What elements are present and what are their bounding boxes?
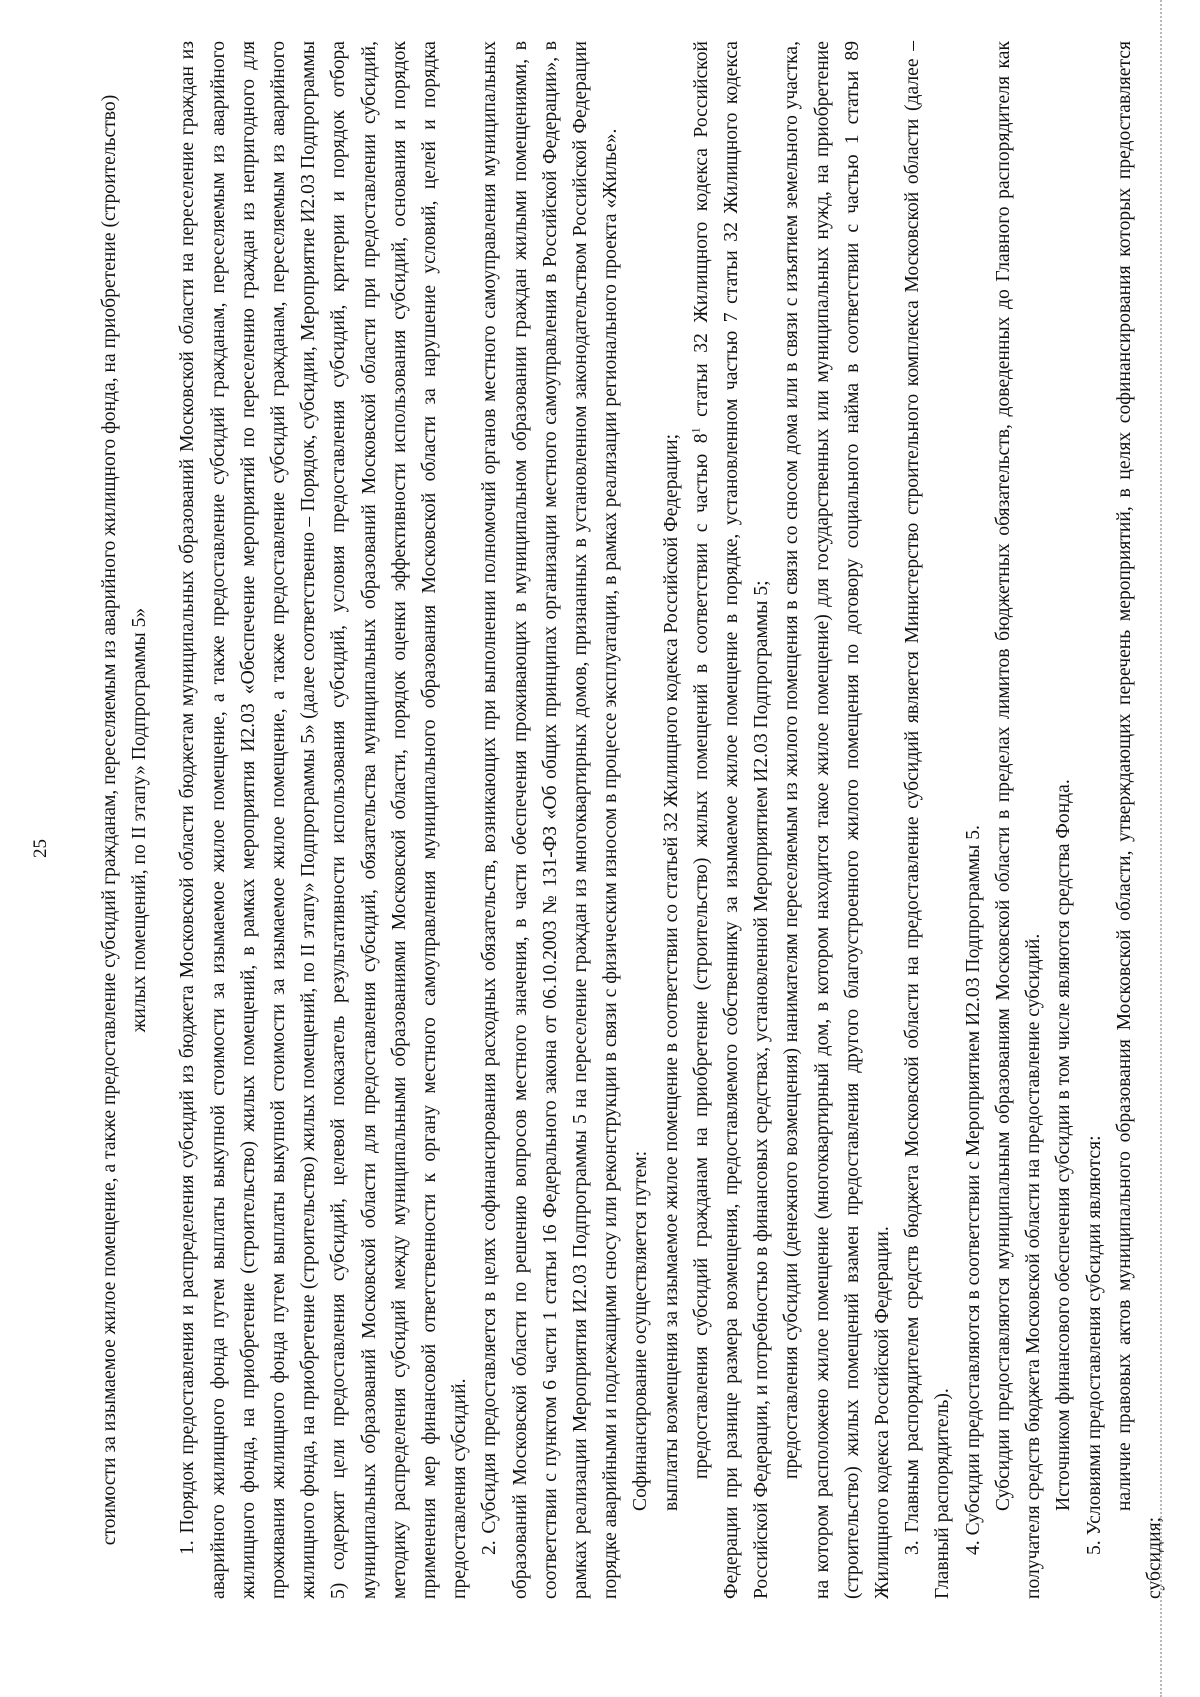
paragraph-5-conditions: наличие правовых актов муниципального образования Московской области, утверждающих перечень мероприятий, в целях софинансирования которых предоставляется субсидия; bbox=[1113, 41, 1165, 1599]
paragraph-2: 2. Субсидия предоставляется в целях софинансирования расходных обязательств, возникающих при выполнении полномочий органов местного самоуправления муниципальных образований Московской области по решению вопросов местного значения, в части обеспечения проживающих в муниципальном образовании граждан жилыми помещениями, в соответствии с пунктом 6 части 1 статьи 16 Федерального закона от 06.10.2003 № 131-ФЗ «Об общих принципах организации местного самоуправления в Российской Федерации», в рамках реализации Мероприятия И2.03 Подпрограммы 5 на переселение граждан из многоквартирных домов, признанных в установленном законодательством Российской Федерации порядке аварийными и подлежащими сносу или реконструкции в связи с физическим износом в процессе эксплуатации, в рамках реализации регионального проекта «Жилье». bbox=[479, 41, 622, 1599]
scan-edge-divider bbox=[1160, 0, 1162, 1697]
paragraph-subsidy-citizens-text: предоставления субсидий гражданам на приобретение (строительство) жилых помещений в соответствии с частью 8 bbox=[690, 433, 712, 1479]
paragraph-subsidy-citizens-rest: статьи 32 Жилищного кодекса Российской Федерации при разнице размера возмещения, предоставляемого собственнику за изымаемое жилое помещение в порядке, установленном частью 7 статьи 32 Жилищного кодекса Российской Федерации, и потребностью в финансовых средствах, установленной Мероприятием И2.03 Подпрограммы 5; bbox=[690, 41, 773, 1599]
paragraph-subsidy-citizens bbox=[687, 41, 778, 1599]
page-number: 25 bbox=[30, 839, 51, 858]
superscript-index: 1 bbox=[688, 427, 703, 434]
document-body bbox=[95, 41, 1170, 1599]
paragraph-payment: выплаты возмещения за изымаемое жилое помещение в соответствии со статьей 32 Жилищного кодекса Российской Федерации; bbox=[660, 433, 682, 1511]
document-title: стоимости за изымаемое жилое помещение, а также предоставление субсидий гражданам, переселяемым из аварийного жилищного фонда, на приобретение (строительство) жилых помещений, по II этапу» Подпрограммы 5» bbox=[99, 94, 151, 1546]
paragraph-subsidy-tenants: предоставления субсидии (денежного возмещения) нанимателям переселяемым из жилого помещения в связи со сносом дома или в связи с изъятием земельного участка, на котором расположено жилое помещение (многоквартирный дом, в котором находится такое жилое помещение) для государственных или муниципальных нужд, на приобретение (строительство) жилых помещений взамен предоставления другого благоустроенного жилого помещения по договору социального найма в соответствии с частью 1 статьи 89 Жилищного кодекса Российской Федерации. bbox=[781, 41, 894, 1599]
paragraph-5: 5. Условиями предоставления субсидии являются: bbox=[1083, 1135, 1105, 1555]
paragraph-3: 3. Главным распорядителем средств бюджета Московской области на предоставление субсидий является Министерство строительного комплекса Московской области (далее – Главный распорядитель). bbox=[902, 41, 954, 1599]
paragraph-1: 1. Порядок предоставления и распределения субсидий из бюджета Московской области бюджетам муниципальных образований Московской области на переселение граждан из аварийного жилищного фонда путем выплаты выкупной стоимости за изымаемое жилое помещение, а также предоставление субсидий гражданам, переселяемым из аварийного жилищного фонда, на приобретение (строительство) жилых помещений, в рамках мероприятия И2.03 «Обеспечение мероприятий по переселению граждан из непригодного для проживания жилищного фонда путем выплаты выкупной стоимости за изымаемое жилое помещение, а также предоставление субсидий гражданам, переселяемым из аварийного жилищного фонда, на приобретение (строительство) жилых помещений, по II этапу» Подпрограммы 5» (далее соответственно – Порядок, субсидии, Мероприятие И2.03 Подпрограммы 5) содержит цели предоставления субсидий, целевой показатель результативности использования субсидий, условия предоставления субсидий, критерии и порядок отбора муниципальных образований Московской области для предоставления субсидий, обязательства муниципальных образований Московской области при предоставлении субсидий, методику распределения субсидий между муниципальными образованиями Московской области, порядок оценки эффективности использования субсидий, основания и порядок применения мер финансовой ответственности к органу местного самоуправления муниципального образования Московской области за нарушение условий, целей и порядка предоставления субсидий. bbox=[177, 41, 471, 1599]
paragraph-4-limits: Субсидии предоставляются муниципальным образованиям Московской области в пределах лимитов бюджетных обязательств, доведенных до Главного распорядителя как получателя средств бюджета Московской области на предоставление субсидий. bbox=[992, 41, 1045, 1599]
paragraph-4: 4. Субсидии предоставляются в соответствии с Мероприятием И2.03 Подпрограммы 5. bbox=[962, 825, 984, 1555]
paragraph-cofinancing: Софинансирование осуществляется путем: bbox=[630, 1150, 652, 1511]
paragraph-4-source: Источником финансового обеспечения субсидии в том числе являются средства Фонда. bbox=[1053, 779, 1075, 1511]
